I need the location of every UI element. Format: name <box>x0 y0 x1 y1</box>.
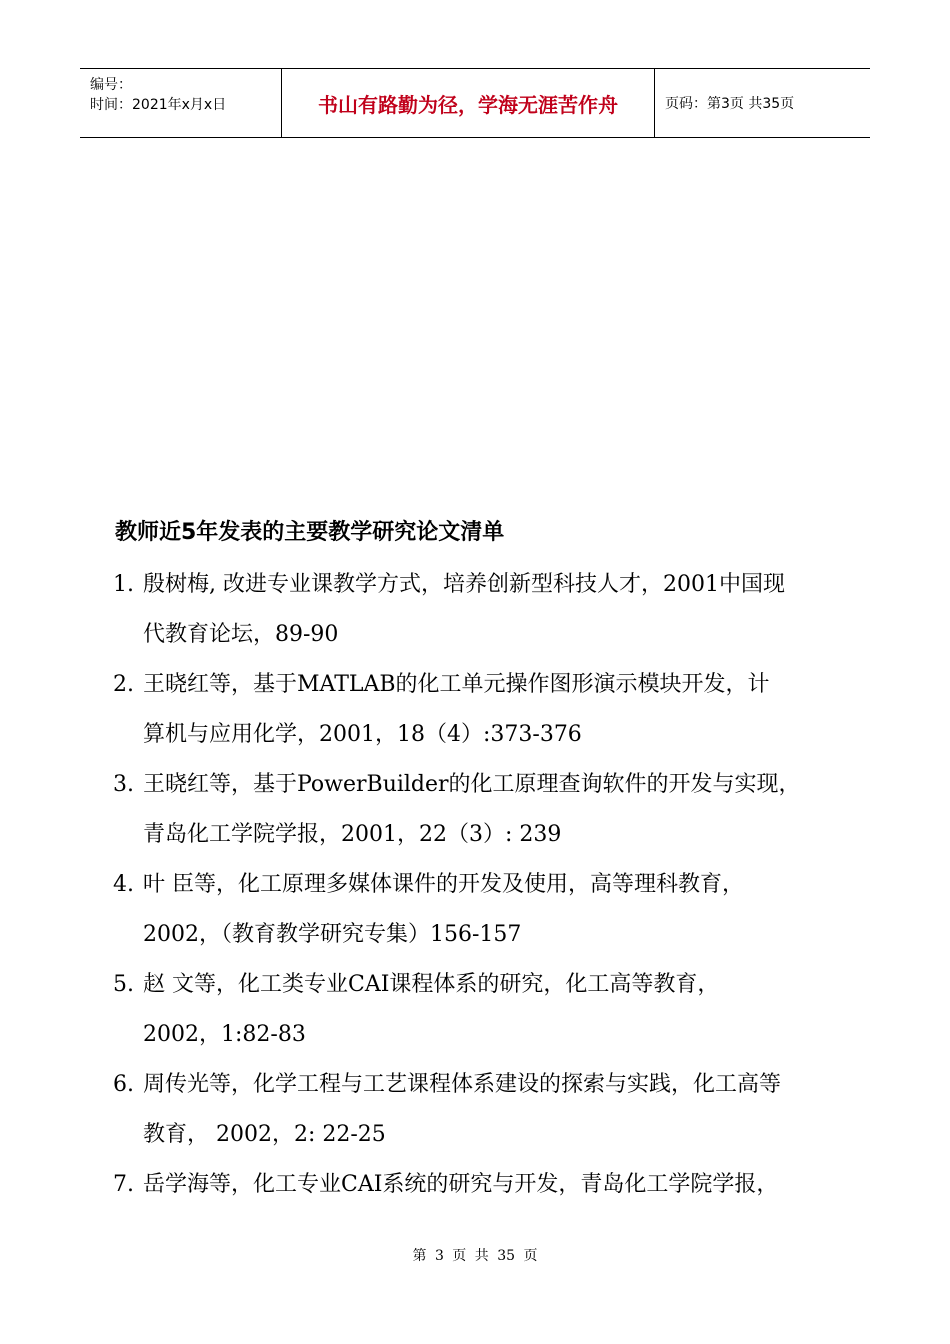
reference-line: 叶 臣等，化工原理多媒体课件的开发及使用，高等理科教育， <box>143 872 744 897</box>
reference-line: 教育， 2002，2: 22-25 <box>143 1122 386 1147</box>
reference-list <box>113 560 858 1210</box>
reference-item <box>113 860 858 960</box>
reference-line: 赵 文等，化工类专业CAI课程体系的研究，化工高等教育， <box>143 972 720 997</box>
reference-line: 2002，（教育教学研究专集）156-157 <box>143 922 522 947</box>
header-meta <box>80 69 281 137</box>
reference-item <box>113 760 858 860</box>
reference-line: 王晓红等，基于MATLAB的化工单元操作图形演示模块开发，计 <box>143 672 770 697</box>
reference-item <box>113 960 858 1060</box>
header-motto: 书山有路勤为径，学海无涯苦作舟 <box>318 92 618 117</box>
reference-number: 3. <box>113 772 134 797</box>
reference-line: 青岛化工学院学报，2001，22（3）: 239 <box>143 822 562 847</box>
reference-number: 5. <box>113 972 134 997</box>
reference-item <box>113 1160 858 1210</box>
header-motto-cell <box>281 69 655 137</box>
reference-number: 7. <box>113 1172 134 1197</box>
reference-item <box>113 560 858 660</box>
reference-line: 王晓红等，基于PowerBuilder的化工原理查询软件的开发与实现， <box>143 772 801 797</box>
reference-number: 2. <box>113 672 134 697</box>
reference-number: 1. <box>113 572 134 597</box>
reference-line: 代教育论坛，89-90 <box>143 622 339 647</box>
reference-line: 算机与应用化学，2001，18（4）:373-376 <box>143 722 582 747</box>
header-page-info: 页码：第3页 共35页 <box>665 96 795 112</box>
reference-line: 岳学海等，化工专业CAI系统的研究与开发，青岛化工学院学报， <box>143 1172 779 1197</box>
reference-number: 4. <box>113 872 134 897</box>
page-footer: 第 3 页 共 35 页 <box>412 1248 538 1264</box>
document-title: 教师近5年发表的主要教学研究论文清单 <box>115 520 505 545</box>
reference-line: 2002，1:82-83 <box>143 1022 306 1047</box>
time-label: 时间：2021年x月x日 <box>90 97 227 113</box>
reference-line: 殷树梅, 改进专业课教学方式，培养创新型科技人才，2001中国现 <box>143 572 785 597</box>
reference-item <box>113 660 858 760</box>
reference-number: 6. <box>113 1072 134 1097</box>
page-header <box>80 68 870 138</box>
reference-line: 周传光等，化学工程与工艺课程体系建设的探索与实践，化工高等 <box>143 1072 782 1097</box>
number-label: 编号： <box>90 77 132 93</box>
reference-item <box>113 1060 858 1160</box>
